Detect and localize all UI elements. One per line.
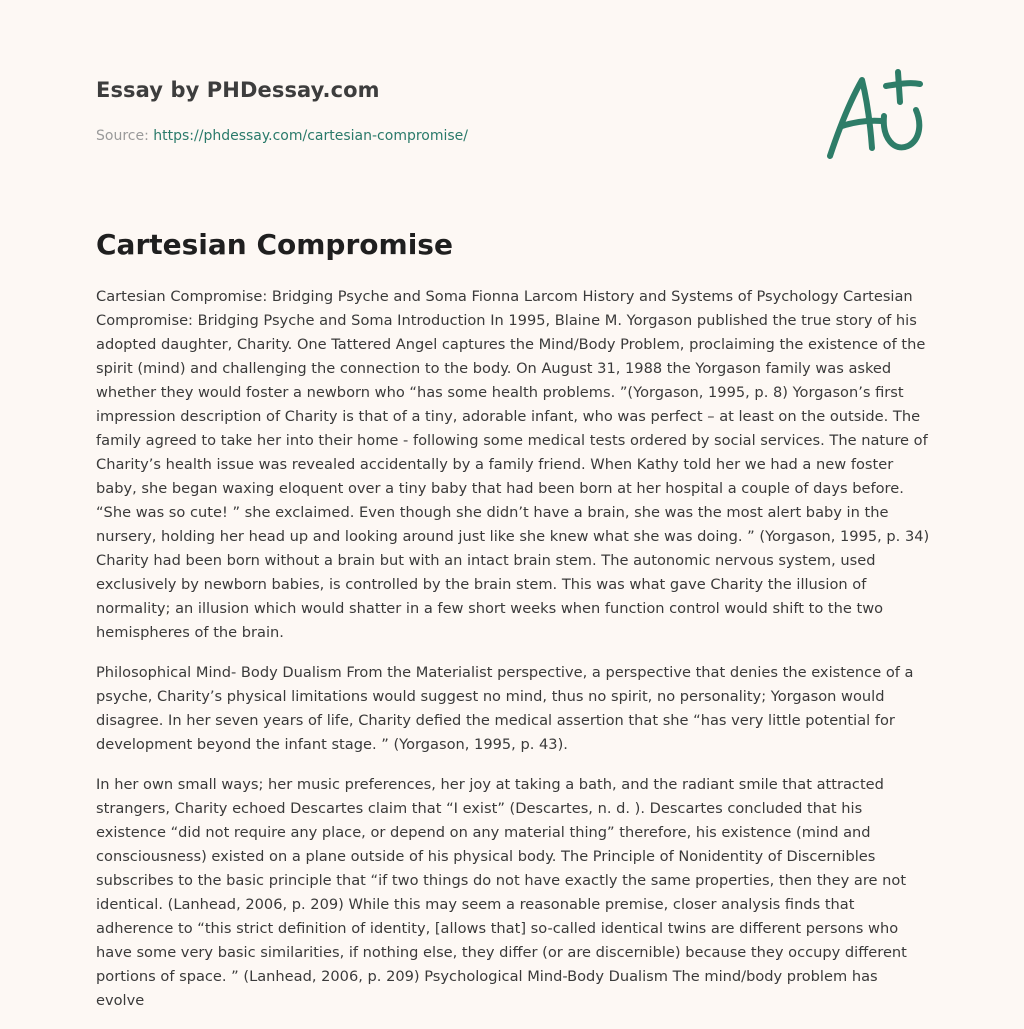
page-header bbox=[96, 76, 928, 146]
source-label: Source: bbox=[96, 128, 149, 144]
document-body bbox=[96, 285, 930, 1029]
body-paragraph: Cartesian Compromise: Bridging Psyche and Soma Fionna Larcom History and Systems of Psychology Cartesian Compromise: Bridging Psyche and Soma Introduction In 1995, Blaine M. Yorgason published the true story of his adopted daughter, Charity. One Tattered Angel captures the Mind/Body Problem, proclaiming the existence of the spirit (mind) and challenging the connection to the body. On August 31, 1988 the Yorgason family was asked whether they would foster a newborn who “has some health problems. ”(Yorgason, 1995, p. 8) Yorgason’s first impression description of Charity is that of a tiny, adorable infant, who was perfect – at least on the outside. The family agreed to take her into their home - following some medical tests ordered by social services. The nature of Charity’s health issue was revealed accidentally by a family friend. When Kathy told her we had a new foster baby, she began waxing eloquent over a tiny baby that had been born at her hospital a couple of days before. “She was so cute! ” she exclaimed. Even though she didn’t have a brain, she was the most alert baby in the nursery, holding her head up and looking around just like she knew what she was doing. ” (Yorgason, 1995, p. 34) Charity had been born without a brain but with an intact brain stem. The autonomic nervous system, used exclusively by newborn babies, is controlled by the brain stem. This was what gave Charity the illusion of normality; an illusion which would shatter in a few short weeks when function control would shift to the two hemispheres of the brain. bbox=[96, 288, 930, 641]
site-title: Essay by PHDessay.com bbox=[96, 78, 380, 102]
source-line bbox=[96, 126, 928, 146]
a-plus-grade-icon bbox=[820, 66, 930, 166]
body-paragraph: In her own small ways; her music preferences, her joy at taking a bath, and the radiant smile that attracted strangers, Charity echoed Descartes claim that “I exist” (Descartes, n. d. ). Descartes concluded that his existence “did not require any place, or depend on any material thing” therefore, his existence (mind and consciousness) existed on a plane outside of his physical body. The Principle of Nonidentity of Discernibles subscribes to the basic principle that “if two things do not have exactly the same properties, then they are not identical. (Lanhead, 2006, p. 209) While this may seem a reasonable premise, closer analysis finds that adherence to “this strict definition of identity, [allows that] so-called identical twins are different persons who have some very basic similarities, if nothing else, they differ (or are discernible) because they occupy different portions of space. ” (Lanhead, 2006, p. 209) Psychological Mind-Body Dualism The mind/body problem has evolve bbox=[96, 776, 907, 1009]
body-paragraph: Philosophical Mind- Body Dualism From the Materialist perspective, a perspective that denies the existence of a psyche, Charity’s physical limitations would suggest no mind, thus no spirit, no personality; Yorgason would disagree. In her seven years of life, Charity defied the medical assertion that she “has very little potential for development beyond the infant stage. ” (Yorgason, 1995, p. 43). bbox=[96, 664, 914, 753]
source-link[interactable]: https://phdessay.com/cartesian-compromise/ bbox=[153, 128, 469, 144]
document-title: Cartesian Compromise bbox=[96, 228, 453, 261]
